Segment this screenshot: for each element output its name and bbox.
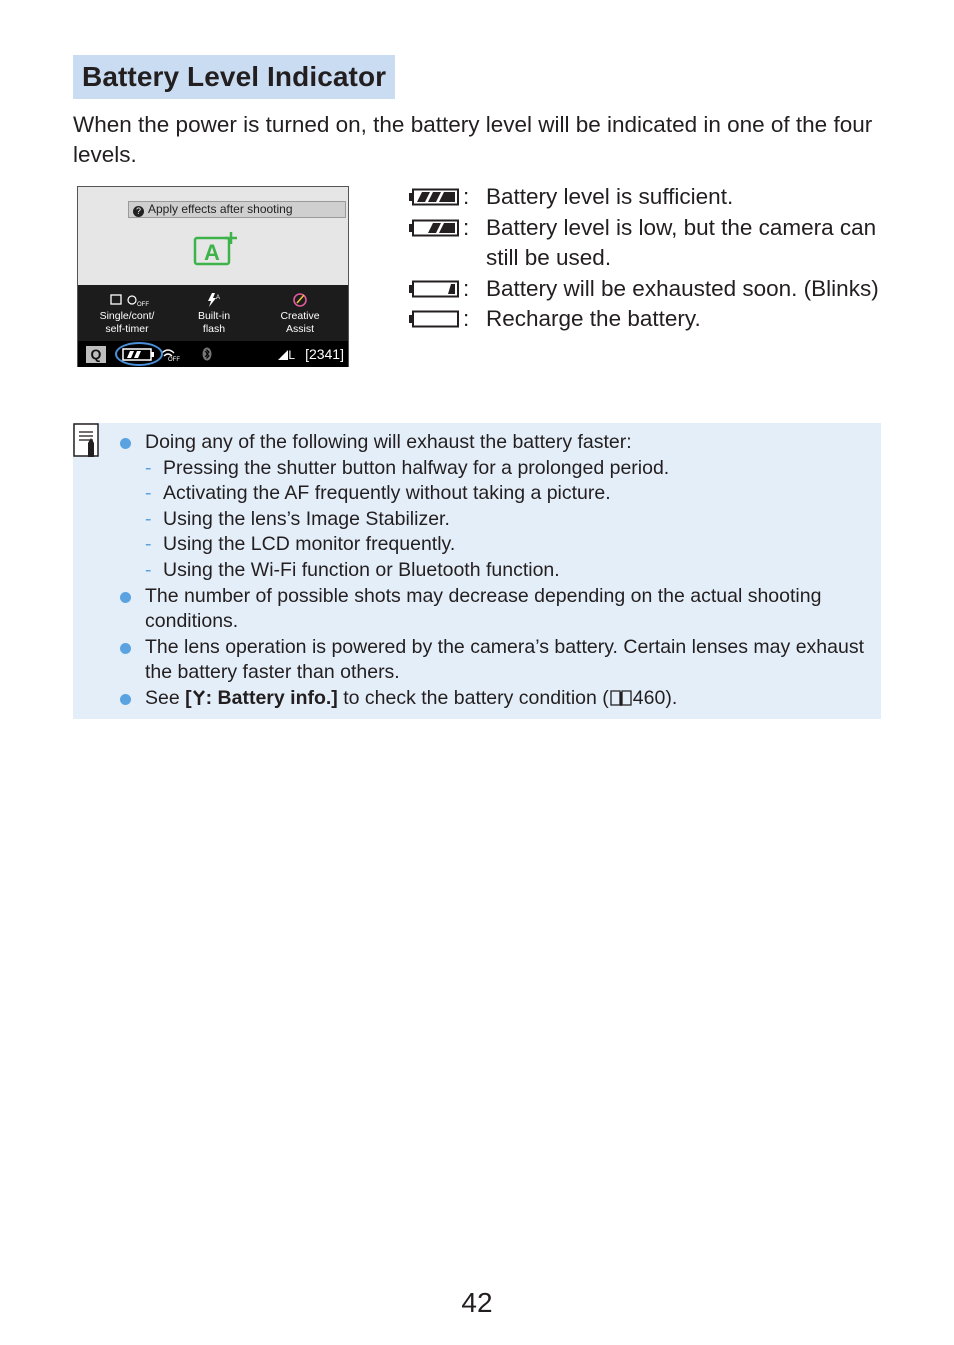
function-panel <box>78 285 348 341</box>
page-reference[interactable]: 460 <box>632 686 666 709</box>
level-full: : Battery level is sufficient. <box>408 182 888 213</box>
battery-info-menu-ref: [ : Battery info.] <box>185 686 338 709</box>
setup-wrench-icon <box>192 690 206 706</box>
battery-near-empty-icon <box>408 280 460 298</box>
note-icon <box>73 423 101 459</box>
message-bar <box>128 201 346 218</box>
note-subitem: - Using the lens’s Image Stabilizer. <box>145 507 869 533</box>
quick-control-button[interactable]: Q <box>86 346 106 363</box>
book-reference-icon <box>609 689 633 707</box>
level-low-text: Battery level is low, but the camera can still be used. <box>486 214 877 270</box>
note-item: The lens operation is powered by the camera’s battery. Certain lenses may exhaust the battery faster than others. <box>119 635 869 686</box>
level-full-text: Battery level is sufficient. <box>486 184 734 209</box>
battery-full-icon <box>408 188 460 206</box>
level-exhausted-soon: : Battery will be exhausted soon. (Blinks) <box>408 274 888 305</box>
image-quality-label: L <box>288 348 296 362</box>
svg-text:A: A <box>216 294 221 301</box>
function-drive-mode[interactable]: OFF Single/cont/ self-timer <box>82 291 172 336</box>
page-title: Battery Level Indicator <box>82 61 387 92</box>
heading-band <box>73 55 395 99</box>
note-subitem: - Activating the AF frequently without taking a picture. <box>145 481 869 507</box>
image-quality-icon <box>278 350 288 360</box>
note-item: See [ : Battery info.] to check the battery condition ( 460). <box>119 686 869 712</box>
message-text: Apply effects after shooting <box>148 202 293 216</box>
note-subitem: - Pressing the shutter button halfway for a prolonged period. <box>145 456 869 482</box>
battery-level-list <box>408 182 888 335</box>
function-creative-assist[interactable]: Creative Assist <box>255 291 345 336</box>
scene-intelligent-auto-icon <box>193 231 239 267</box>
creative-assist-icon <box>292 292 308 308</box>
drive-mode-icon <box>107 293 147 307</box>
note-subitem: - Using the LCD monitor frequently. <box>145 532 869 558</box>
level-recharge-text: Recharge the battery. <box>486 306 701 331</box>
shots-count: [2341] <box>305 346 344 362</box>
note-sublist <box>145 456 869 584</box>
svg-text:OFF: OFF <box>137 301 149 308</box>
camera-screen <box>77 186 349 367</box>
bluetooth-icon <box>202 347 212 361</box>
note-subitem: - Using the Wi-Fi function or Bluetooth function. <box>145 558 869 584</box>
note-list <box>119 430 869 712</box>
svg-text:OFF: OFF <box>168 357 180 363</box>
note-box <box>73 423 881 719</box>
svg-text:A: A <box>204 240 220 265</box>
intro-text: When the power is turned on, the battery level will be indicated in one of the four levels. <box>73 112 873 167</box>
level-low: : Battery level is low, but the camera can still be used. <box>408 213 888 274</box>
battery-empty-icon <box>408 310 460 328</box>
level-recharge: : Recharge the battery. <box>408 304 888 335</box>
function-flash[interactable]: A Built-in flash <box>197 294 231 335</box>
note-item: The number of possible shots may decrease depending on the actual shooting conditions. <box>119 584 869 635</box>
page-number: 42 <box>461 1287 493 1318</box>
level-exhausted-text: Battery will be exhausted soon. (Blinks) <box>486 275 879 301</box>
battery-highlight-circle <box>115 342 163 366</box>
shots-remaining <box>278 345 344 364</box>
wifi-off-icon <box>161 347 179 361</box>
help-icon: ? <box>133 206 144 217</box>
battery-low-icon <box>408 219 460 237</box>
flash-icon <box>206 293 222 307</box>
note-item: Doing any of the following will exhaust the battery faster: - Pressing the shutter button halfway for a prolonged period. - Activating the AF frequently without taking a picture. - Using the lens’s Image Stabilizer. - Using the LCD monitor frequently. - Using the Wi-Fi function or Bluetooth function. <box>119 430 869 584</box>
